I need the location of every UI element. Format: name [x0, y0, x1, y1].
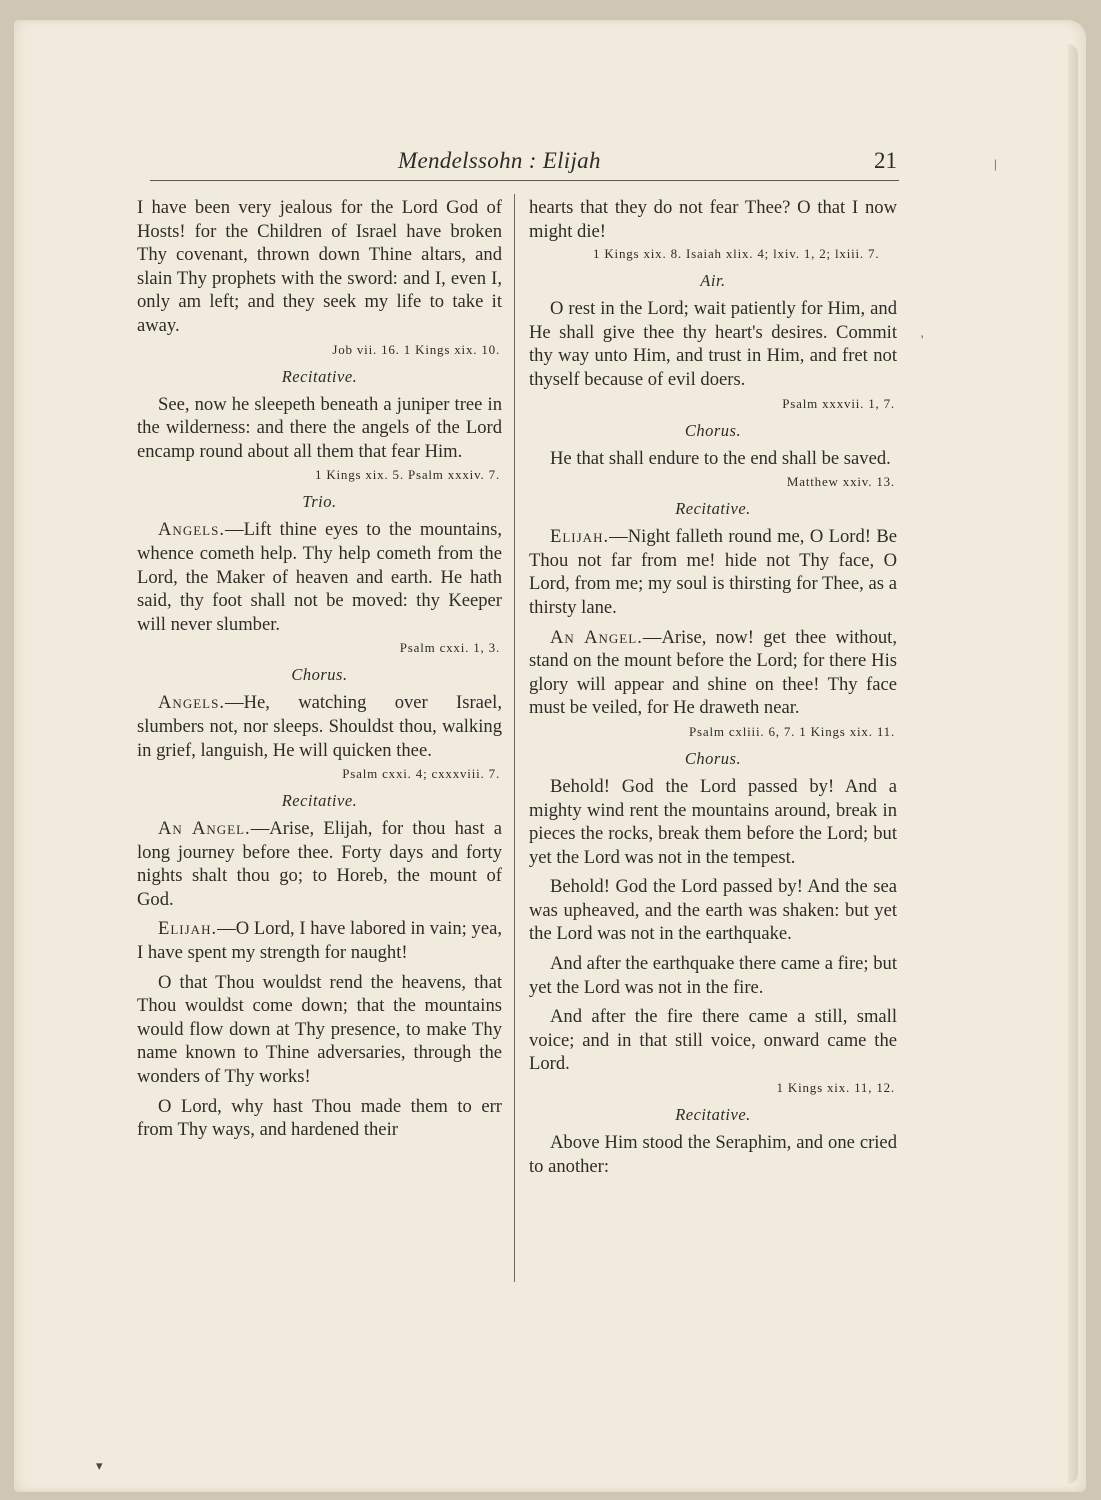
speaker-name: Angels.: [158, 519, 225, 541]
paragraph-text: See, now he sleepeth beneath a juniper tree in the wilderness: and there the angels of the Lord encamp round about all them that fear Him.: [137, 393, 502, 462]
margin-mark: ▾: [96, 1458, 103, 1473]
scripture-reference: 1 Kings xix. 5. Psalm xxxiv. 7.: [314, 467, 500, 483]
text-paragraph: [529, 626, 897, 720]
text-paragraph: [529, 775, 897, 869]
paragraph-text: O rest in the Lord; wait patiently for Him, and He shall give thee thy heart's desires. Commit thy way unto Him, and trust in Him, and fret not thyself because of evil doers.: [529, 298, 897, 390]
scripture-reference: Matthew xxiv. 13.: [786, 474, 895, 490]
running-header: [150, 146, 899, 181]
speaker-name: Elijah.: [550, 526, 610, 548]
text-paragraph: [529, 875, 897, 946]
text-paragraph: [137, 691, 502, 762]
section-heading: Air.: [700, 271, 726, 291]
speaker-name: An Angel.: [158, 818, 251, 840]
section-heading: Recitative.: [675, 499, 751, 519]
paragraph-text: —O Lord, I have labored in vain; yea, I have spent my strength for naught!: [137, 918, 502, 964]
paragraph-text: And after the earthquake there came a fire; but yet the Lord was not in the fire.: [529, 953, 897, 998]
paragraph-text: I have been very jealous for the Lord God of Hosts! for the Children of Israel have broken Thy covenant, thrown down Thine altars, and slain Thy prophets with the sword: and I, even I, only am left; and they seek my life to take it away.: [137, 197, 502, 336]
paragraph-text: He that shall endure to the end shall be saved.: [550, 447, 891, 469]
paragraph-text: —Arise, now! get thee without, stand on the mount before the Lord; for there His glory will appear and shine on thee! Thy face must be veiled, for He draweth near.: [529, 626, 897, 719]
text-paragraph: [529, 297, 897, 391]
paragraph-text: —Night falleth round me, O Lord! Be Thou not far from me! hide not Thy face, O Lord, from me; my soul is thirsting for Thee, as a thirsty lane.: [529, 526, 897, 618]
right-column: [529, 196, 897, 1178]
section-heading: Chorus.: [684, 748, 742, 768]
text-paragraph: [529, 196, 897, 243]
margin-mark: |: [994, 156, 997, 171]
paragraph-text: Behold! God the Lord passed by! And the sea was upheaved, and the earth was shaken: but yet the Lord was not in the earthquake.: [529, 876, 897, 945]
section-heading: Recitative.: [281, 366, 358, 386]
column-divider: [514, 194, 515, 1282]
scripture-reference: 1 Kings xix. 11, 12.: [776, 1080, 895, 1096]
scripture-reference: Job vii. 16. 1 Kings xix. 10.: [332, 341, 500, 357]
text-paragraph: [529, 525, 897, 619]
paragraph-text: Behold! God the Lord passed by! And a mighty wind rent the mountains around, break in pieces the rocks, break them before the Lord; but yet the Lord was not in the tempest.: [529, 775, 897, 868]
section-heading: Recitative.: [281, 791, 358, 811]
paragraph-text: —Arise, Elijah, for thou hast a long journey before thee. Forty days and forty nights shalt thou go; to Horeb, the mount of God.: [137, 818, 502, 910]
text-paragraph: [137, 393, 502, 464]
text-paragraph: [137, 817, 502, 911]
speaker-name: An Angel.: [550, 626, 643, 648]
text-paragraph: [137, 518, 502, 636]
margin-mark: ': [921, 332, 924, 347]
section-heading: Chorus.: [684, 420, 742, 440]
section-heading: Trio.: [302, 492, 337, 512]
left-column: [137, 196, 502, 1142]
text-paragraph: [137, 1095, 502, 1142]
speaker-name: Elijah.: [158, 918, 218, 940]
text-paragraph: [529, 447, 897, 471]
text-paragraph: [137, 196, 502, 338]
page-number: 21: [874, 148, 897, 173]
scripture-reference: Psalm cxxi. 4; cxxxviii. 7.: [342, 766, 500, 782]
paragraph-text: —Lift thine eyes to the mountains, whence cometh help. Thy help cometh from the Lord, the Maker of heaven and earth. He hath said, thy foot shall not be moved: thy Keeper will never slumber.: [137, 519, 502, 635]
paragraph-text: And after the fire there came a still, small voice; and in that still voice, onward came the Lord.: [529, 1006, 897, 1075]
text-paragraph: [529, 1131, 897, 1178]
scripture-reference: Psalm cxxi. 1, 3.: [399, 640, 500, 656]
paragraph-text: hearts that they do not fear Thee? O that I now might die!: [529, 197, 897, 242]
speaker-name: Angels.: [158, 692, 225, 714]
paragraph-text: O Lord, why hast Thou made them to err from Thy ways, and hardened their: [137, 1095, 502, 1141]
scripture-reference: 1 Kings xix. 8. Isaiah xlix. 4; lxiv. 1, 2; lxiii. 7.: [593, 246, 880, 262]
scripture-reference: Psalm xxxvii. 1, 7.: [782, 395, 895, 411]
running-title: Mendelssohn : Elijah: [398, 148, 601, 173]
text-paragraph: [137, 971, 502, 1089]
paragraph-text: Above Him stood the Seraphim, and one cried to another:: [529, 1132, 897, 1177]
section-heading: Recitative.: [675, 1105, 751, 1125]
paragraph-text: O that Thou wouldst rend the heavens, that Thou wouldst come down; that the mountains would flow down at Thy presence, to make Thy name known to Thine adversaries, through the wonders of Thy works!: [137, 971, 502, 1088]
text-paragraph: [529, 1005, 897, 1076]
page-edge: [1068, 44, 1078, 1484]
scripture-reference: Psalm cxliii. 6, 7. 1 Kings xix. 11.: [689, 723, 895, 739]
paragraph-text: —He, watching over Israel, slumbers not, nor sleeps. Shouldst thou, walking in grief, languish, He will quicken thee.: [137, 692, 502, 761]
section-heading: Chorus.: [291, 665, 348, 685]
text-paragraph: [529, 952, 897, 999]
text-paragraph: [137, 917, 502, 964]
